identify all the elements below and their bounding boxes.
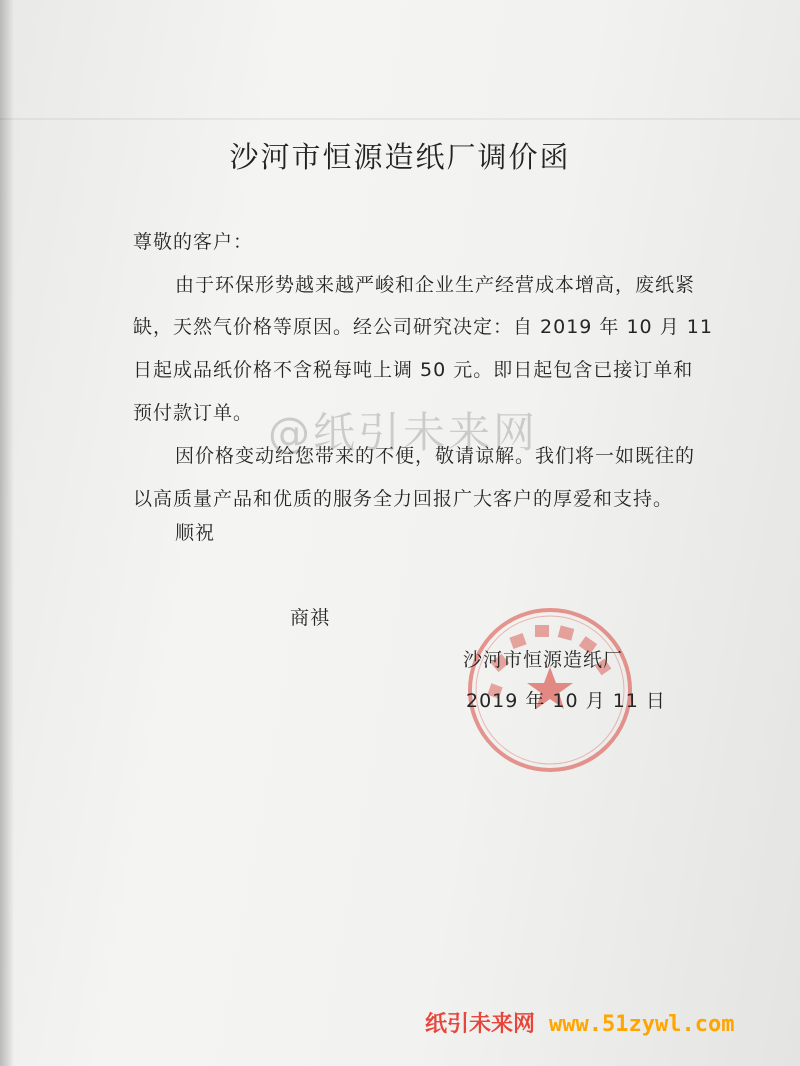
footer-watermark [425,1007,734,1038]
paper-fold-line [0,118,800,120]
paragraph1-line2: 缺，天然气价格等原因。经公司研究决定：自 2019 年 10 月 11 [133,316,713,338]
paragraph1-line3: 日起成品纸价格不含税每吨上调 50 元。即日起包含已接订单和 [133,359,694,381]
footer-url: www.51zywl.com [549,1012,735,1037]
paragraph1-line4: 预付款订单。 [133,402,254,424]
watermark-logo: @纸引未来网 [268,408,539,457]
document-title: 沙河市恒源造纸厂调价函 [229,140,571,174]
paragraph1-line1: 由于环保形势越来越严峻和企业生产经营成本增高，废纸紧 [175,274,696,296]
regards-phrase: 商祺 [290,607,331,629]
paragraph2-line2: 以高质量产品和优质的服务全力回报广大客户的厚爱和支持。 [133,488,674,510]
footer-site-name: 纸引未来网 [425,1012,536,1037]
closing-phrase: 顺祝 [175,522,216,544]
signature-company: 沙河市恒源造纸厂 [463,649,624,671]
signature-date: 2019 年 10 月 11 日 [466,690,666,712]
paragraph2-line1: 因价格变动给您带来的不便，敬请谅解。我们将一如既往的 [175,445,696,467]
salutation: 尊敬的客户： [133,231,254,253]
